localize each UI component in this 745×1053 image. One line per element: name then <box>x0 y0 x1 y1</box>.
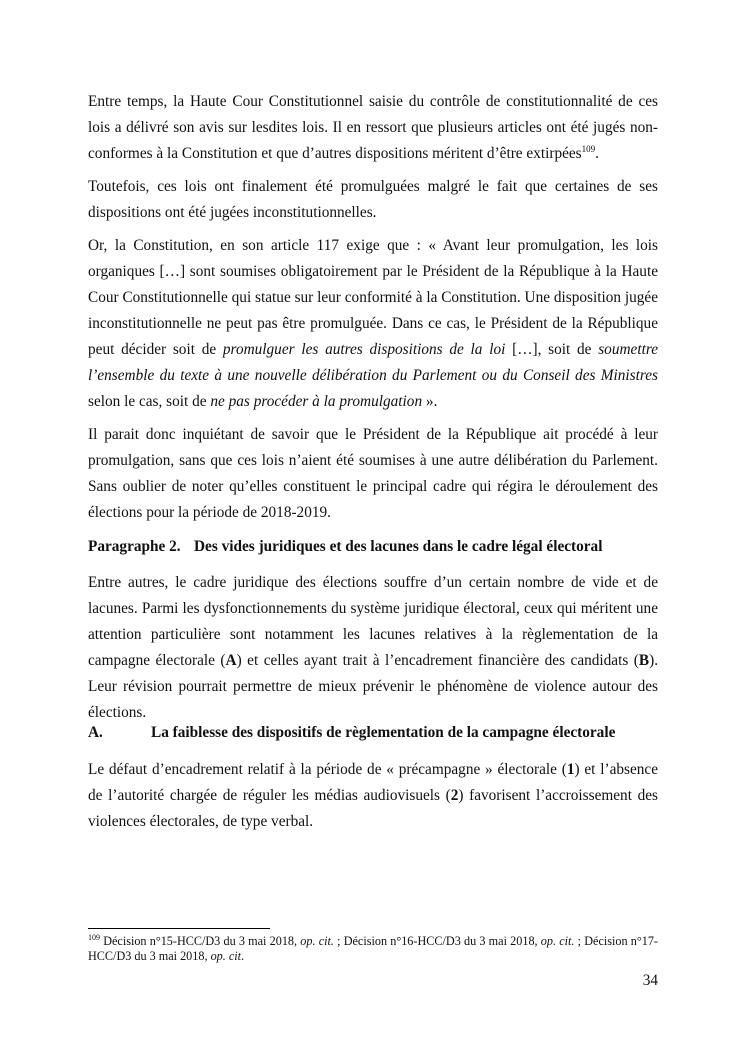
footnote-separator <box>88 928 270 929</box>
subsection-heading <box>88 724 615 742</box>
italic-text: op. cit. <box>540 934 575 948</box>
text: ) et celles ayant trait à l’encadrement financière des candidats ( <box>236 652 639 669</box>
paragraph: Il parait donc inquiétant de savoir que le Président de la République ait procédé à leur promulgation, sans que ces lois n’aient été soumises à une autre délibération du Parlement. Sans oublier de noter qu’elles constituent le principal cadre qui régira le déroulement des élections pour la période de 2018-2019. <box>88 426 658 521</box>
paragraph: Toutefois, ces lois ont finalement été promulguées malgré le fait que certaines de ses dispositions ont été jugées inconstitutionnelles. <box>88 178 658 221</box>
footnote-ref[interactable]: 109 <box>581 143 596 154</box>
text: Entre autres, le cadre juridique des élections souffre d’un certain nombre de vide et de lacunes. Parmi les dysfonctionnements du système juridique électoral, ceux qui méritent une attention particulière sont notamment les lacunes relatives à la règlementation de la campagne électorale ( <box>88 574 658 669</box>
paragraph <box>88 757 658 835</box>
body-text-bottom <box>88 757 658 842</box>
text: ) favorisent l’accroissement des violences électorales, de type verbal. <box>88 787 658 830</box>
bold-text: 2 <box>450 787 459 804</box>
heading-number: Paragraphe 2. <box>88 538 181 555</box>
italic-text: op. cit <box>210 949 242 963</box>
bold-text: A <box>225 652 237 669</box>
bold-text: 1 <box>566 761 575 778</box>
text: ; Décision n°17-HCC/D3 du 3 mai 2018, <box>88 934 658 963</box>
text: ). Leur révision pourrait permettre de mieux prévenir le phénomène de violence autour des élections. <box>88 652 659 721</box>
footnote-number: 109 <box>88 932 100 942</box>
text: Le défaut d’encadrement relatif à la période de « précampagne » électorale ( <box>88 761 567 778</box>
italic-text: soumettre l’ensemble du texte à une nouvelle délibération du Parlement ou du Conseil des Ministres <box>88 341 658 384</box>
text: . <box>595 145 599 162</box>
text: Décision n°15-HCC/D3 du 3 mai 2018, <box>100 934 301 948</box>
text: ». <box>422 393 438 410</box>
page-number: 34 <box>642 972 658 989</box>
text: Or, la Constitution, en son article 117 exige que : « Avant leur promulgation, les lois organiques […] sont soumises obligatoirement par le Président de la République à la Haute Cour Constitutionnelle qui statue sur leur conformité à la Constitution. Une disposition jugée inconstitutionnelle ne peut pas être promulguée. Dans ce cas, le Président de la République peut décider soit de <box>88 237 658 358</box>
text: . <box>241 949 245 963</box>
bold-text: B <box>638 652 650 669</box>
italic-text: promulguer les autres dispositions de la loi <box>222 341 506 358</box>
paragraph <box>88 570 658 726</box>
section-heading <box>88 538 602 556</box>
italic-text: ne pas procéder à la promulgation <box>210 393 423 410</box>
footnote <box>88 934 658 964</box>
body-text-middle <box>88 570 658 733</box>
text: selon le cas, soit de <box>88 393 211 410</box>
heading-title: Des vides juridiques et des lacunes dans le cadre légal électoral <box>194 538 603 555</box>
italic-text: op. cit. <box>300 934 334 948</box>
paragraph <box>88 233 658 415</box>
text: ; Décision n°16-HCC/D3 du 3 mai 2018, <box>333 934 541 948</box>
text: Entre temps, la Haute Cour Constitutionnel saisie du contrôle de constitutionnalité de ces lois a délivré son avis sur lesdites lois. Il en ressort que plusieurs articles ont été jugés non-conformes à la Constitution et que d’autres dispositions méritent d’être extirpées <box>88 93 658 162</box>
heading-title: La faiblesse des dispositifs de règlementation de la campagne électorale <box>151 724 616 741</box>
heading-number: A. <box>88 724 103 741</box>
text: ) et l’absence de l’autorité chargée de réguler les médias audiovisuels ( <box>88 761 658 804</box>
body-text-top <box>88 89 658 533</box>
paragraph <box>88 89 658 167</box>
text: […], soit de <box>505 341 599 358</box>
